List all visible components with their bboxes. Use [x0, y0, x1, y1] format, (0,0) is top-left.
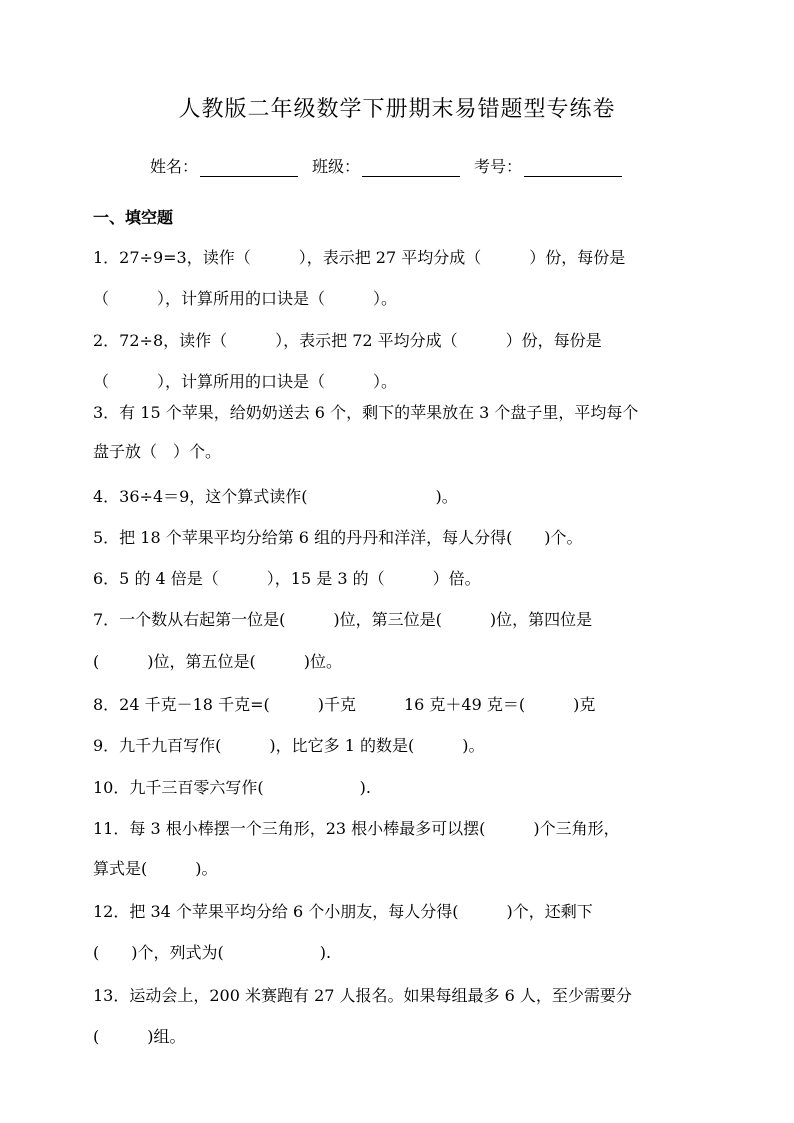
question-line: 9．九千九百写作( )，比它多 1 的数是( )。: [93, 736, 485, 755]
question-line: ( )位，第五位是( )位。: [93, 652, 342, 671]
question-line: 5．把 18 个苹果平均分给第 6 组的丹丹和洋洋，每人分得( )个。: [93, 528, 583, 547]
question-line: 11．每 3 根小棒摆一个三角形，23 根小棒最多可以摆( )个三角形，: [93, 819, 620, 838]
question-line: 6．5 的 4 倍是（ ），15 是 3 的（ ）倍。: [93, 569, 481, 588]
class-field: [312, 154, 460, 177]
exam-number-label: 考号：: [474, 157, 523, 176]
exam-number-field: [474, 154, 622, 177]
question-line: 2．72÷8，读作（ ），表示把 72 平均分成（ ）份，每份是: [93, 331, 602, 350]
section-title: 一、填空题: [93, 208, 174, 227]
question-line: 盘子放（ ）个。: [93, 442, 222, 461]
name-label: 姓名：: [150, 157, 199, 176]
question-line: 7．一个数从右起第一位是( )位，第三位是( )位，第四位是: [93, 610, 593, 629]
class-label: 班级：: [312, 157, 361, 176]
question-line: 12．把 34 个苹果平均分给 6 个小朋友，每人分得( )个，还剩下: [93, 902, 593, 921]
name-field: [150, 154, 298, 177]
question-line: 10．九千三百零六写作( ).: [93, 778, 371, 797]
class-blank[interactable]: [362, 158, 460, 177]
question-line: ( )组。: [93, 1027, 186, 1046]
question-line: 4．36÷4＝9，这个算式读作( )。: [93, 487, 458, 506]
question-line: （ ），计算所用的口诀是（ ）。: [93, 372, 398, 391]
question-line: ( )个，列式为( ).: [93, 943, 332, 962]
question-line: 1．27÷9=3，读作（ ），表示把 27 平均分成（ ）份，每份是: [93, 248, 626, 267]
student-info-row: [150, 154, 650, 177]
page-title: 人教版二年级数学下册期末易错题型专练卷: [178, 97, 616, 122]
question-line: （ ），计算所用的口诀是（ ）。: [93, 289, 398, 308]
question-line: 13．运动会上，200 米赛跑有 27 人报名。如果每组最多 6 人，至少需要分: [93, 986, 632, 1005]
question-line: 8．24 千克－18 千克=( )千克 16 克＋49 克＝( )克: [93, 695, 596, 714]
exam-number-blank[interactable]: [524, 158, 622, 177]
question-line: 3．有 15 个苹果，给奶奶送去 6 个，剩下的苹果放在 3 个盘子里，平均每个: [93, 403, 639, 422]
question-line: 算式是( )。: [93, 859, 218, 878]
name-blank[interactable]: [200, 158, 298, 177]
